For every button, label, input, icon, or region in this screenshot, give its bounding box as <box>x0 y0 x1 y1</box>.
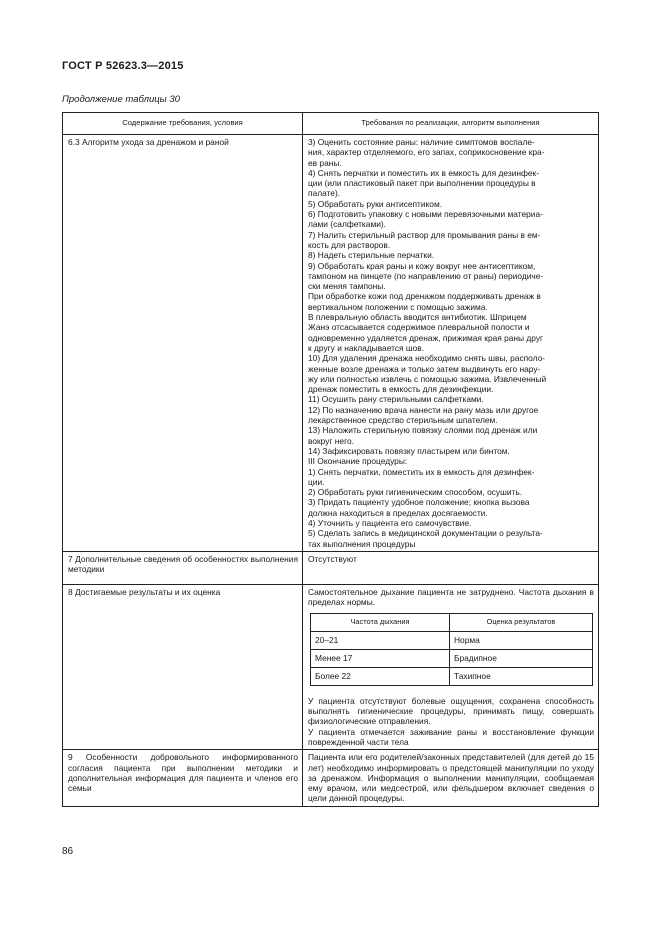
algorithm-line: должна находиться в пределах досягаемости. <box>308 507 488 518</box>
table-row <box>63 750 599 806</box>
breathing-rate-table <box>310 613 593 685</box>
algorithm-line: одновременно удаляется дренаж, прижимая края раны друг <box>308 332 544 343</box>
algorithm-line: женные возле дренажа и только затем выдвинуть его нару- <box>308 363 541 374</box>
row-8-algorithm <box>303 584 599 749</box>
algorithm-line: 14) Зафиксировать повязку пластырем или бинтом. <box>308 445 510 456</box>
algorithm-line: ев раны. <box>308 157 342 168</box>
row-9-text: Пациента или его родителей/законных представителей (для детей до 15 лет) необходимо информировать о предстоящей манипуляции по уходу за дренажом. Информация о выполнении манипуляции, сообщаемая ему врачом, или медсестрой, или фельдшером включает сведения о цели данной процедуры. <box>308 752 594 804</box>
algorithm-line: лекарственное средство стерильным шпателем. <box>308 415 498 426</box>
algorithm-line: 12) По назначению врача нанести на рану мазь или другое <box>308 404 539 415</box>
inner-header-result-assessment: Оценка результатов <box>450 614 593 631</box>
inner-cell-assessment: Брадипное <box>450 649 593 667</box>
algorithm-line: Жанэ отсасывается содержимое плевральной полости и <box>308 322 530 333</box>
row-8-outro-text-1: У пациента отсутствуют болевые ощущения, сохранена способность выполнять гигиенические процедуры, принимать пищу, совершать физиологические отправления. <box>308 695 594 727</box>
algorithm-line: лами (салфетками). <box>308 219 386 230</box>
row-8-outro-text-2: У пациента отмечается заживание раны и восстановление функции поврежденной части тела <box>308 726 594 747</box>
inner-header-breathing-rate: Частота дыхания <box>311 614 450 631</box>
algorithm-line: 11) Осушить рану стерильными салфетками. <box>308 394 484 405</box>
inner-cell-rate: Более 22 <box>311 667 450 685</box>
algorithm-line: ции (или пластиковый пакет при выполнении процедуры в <box>308 178 536 189</box>
row-9-requirement: 9 Особенности добровольного информированного согласия пациента при выполнении методики и дополнительная информация для пациента и членов его семьи <box>63 750 303 806</box>
table-header-row <box>63 113 599 135</box>
algorithm-line: 3) Придать пациенту удобное положение; кнопка вызова <box>308 497 530 508</box>
algorithm-line: 6) Подготовить упаковку с новыми перевязочными материа- <box>308 209 543 220</box>
algorithm-line: ски меняя тампоны. <box>308 281 386 292</box>
requirements-table <box>62 112 599 807</box>
algorithm-line: дренаж поместить в емкость для дезинфекции. <box>308 384 494 395</box>
table-continuation-caption: Продолжение таблицы 30 <box>62 94 180 105</box>
algorithm-line: вокруг него. <box>308 435 354 446</box>
row-6-3-requirement: 6.3 Алгоритм ухода за дренажом и раной <box>63 135 303 552</box>
algorithm-line: жу или полностью извлечь с помощью зажима. Извлеченный <box>308 373 547 384</box>
algorithm-line: 4) Уточнить у пациента его самочувствие. <box>308 517 472 528</box>
inner-table-row <box>311 631 593 649</box>
table-row <box>63 584 599 749</box>
inner-cell-rate: Менее 17 <box>311 649 450 667</box>
algorithm-line: 10) Для удаления дренажа необходимо снять швы, располо- <box>308 353 546 364</box>
algorithm-line: III Окончание процедуры: <box>308 456 408 467</box>
inner-cell-assessment: Норма <box>450 631 593 649</box>
algorithm-line: 5) Обработать руки антисептиком. <box>308 198 443 209</box>
algorithm-line: тах выполнения процедуры <box>308 538 416 549</box>
algorithm-line: 2) Обработать руки гигиеническим способом, осушить. <box>308 487 523 498</box>
inner-cell-rate: 20–21 <box>311 631 450 649</box>
row-6-3-algorithm <box>303 135 599 552</box>
algorithm-line: кость для растворов. <box>308 239 391 250</box>
algorithm-line: ции. <box>308 476 325 487</box>
column-header-algorithm: Требования по реализации, алгоритм выполнения <box>303 113 599 135</box>
row-7-requirement: 7 Дополнительные сведения об особенностях выполнения методики <box>63 551 303 584</box>
inner-table-row <box>311 667 593 685</box>
row-8-intro-text: Самостоятельное дыхание пациента не затруднено. Частота дыхания в пределах нормы. <box>308 586 594 608</box>
row-9-algorithm <box>303 750 599 806</box>
algorithm-line: ния, характер отделяемого, его запах, соприкосновение кра- <box>308 147 545 158</box>
inner-table-row <box>311 649 593 667</box>
inner-table-header-row <box>311 614 593 631</box>
algorithm-line: вертикальном положении с помощью зажима. <box>308 301 488 312</box>
column-header-requirements: Содержание требования, условия <box>63 113 303 135</box>
table-row <box>63 135 599 552</box>
algorithm-line: 13) Наложить стерильную повязку слоями под дренаж или <box>308 425 538 436</box>
algorithm-line: При обработке кожи под дренажом поддерживать дренаж в <box>308 291 541 302</box>
algorithm-line: палате). <box>308 188 341 199</box>
algorithm-line: 5) Сделать запись в медицинской документации о результа- <box>308 528 543 539</box>
algorithm-line: 1) Снять перчатки, поместить их в емкость для дезинфек- <box>308 466 535 477</box>
row-8-requirement: 8 Достигаемые результаты и их оценка <box>63 584 303 749</box>
algorithm-line: 8) Надеть стерильные перчатки. <box>308 250 435 261</box>
row-7-algorithm: Отсутствуют <box>303 551 599 584</box>
algorithm-line: 3) Оценить состояние раны: наличие симптомов воспале- <box>308 137 535 147</box>
algorithm-line: тампоном на пинцете (по направлению от раны) периодиче- <box>308 270 544 281</box>
algorithm-line: 4) Снять перчатки и поместить их в емкость для дезинфек- <box>308 167 540 178</box>
table-row <box>63 551 599 584</box>
algorithm-line: к другу и накладывается шов. <box>308 342 425 353</box>
document-title: ГОСТ Р 52623.3—2015 <box>62 60 184 72</box>
page-number: 86 <box>62 846 74 857</box>
algorithm-line: В плевральную область вводится антибиотик. Шприцем <box>308 312 527 323</box>
algorithm-line: 9) Обработать края раны и кожу вокруг нее антисептиком, <box>308 260 536 271</box>
algorithm-line: 7) Налить стерильный раствор для промывания раны в ем- <box>308 229 541 240</box>
inner-cell-assessment: Тахипное <box>450 667 593 685</box>
